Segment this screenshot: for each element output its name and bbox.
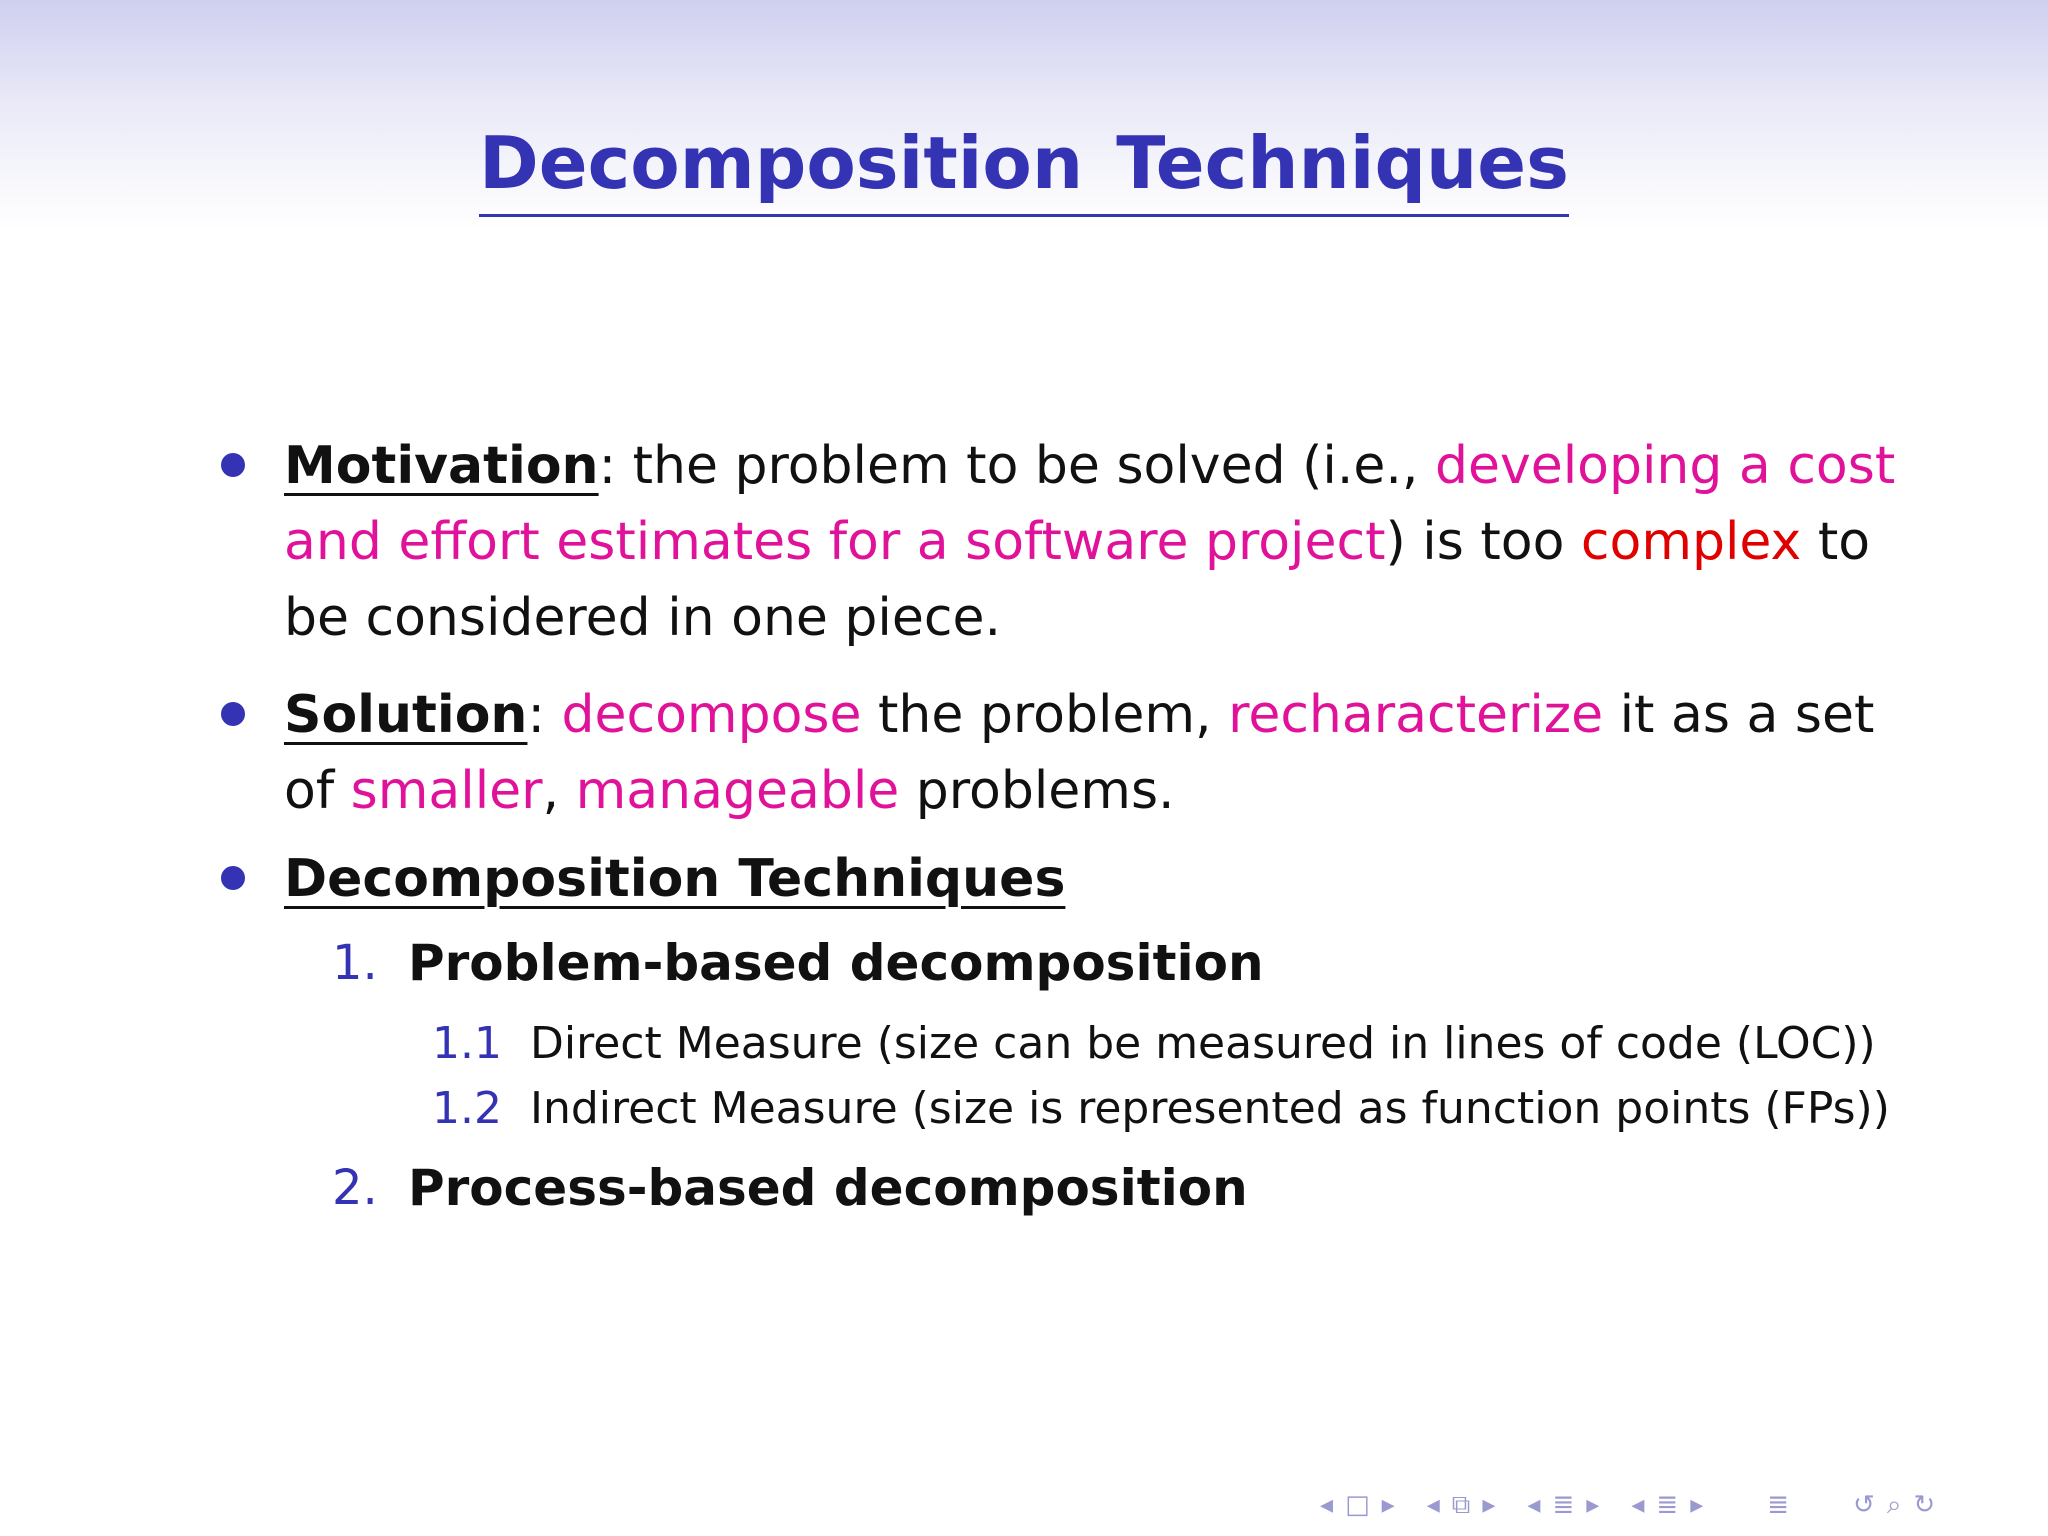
technique-number: 1.	[332, 935, 378, 991]
motivation-alert: complex	[1580, 512, 1802, 572]
solution-highlight-2: recharacterize	[1228, 685, 1604, 745]
technique-label: Process-based decomposition	[408, 1159, 1248, 1217]
section-icon[interactable]: ≣	[1552, 1490, 1575, 1520]
navigation-bar	[1320, 1490, 1935, 1520]
align-icon[interactable]: ≣	[1767, 1490, 1790, 1520]
motivation-text-1: : the problem to be solved (i.e.,	[598, 436, 1435, 496]
search-forward-icon[interactable]: ↻	[1913, 1490, 1936, 1520]
slide-title-text: Decomposition Techniques	[479, 118, 1569, 217]
solution-text-3: it as a set of	[284, 685, 1875, 821]
next-section-icon[interactable]: ▸	[1690, 1490, 1704, 1520]
prev-subsection-icon[interactable]: ◂	[1426, 1490, 1440, 1520]
search-icon[interactable]: ⌕	[1886, 1489, 1902, 1520]
motivation-text-2: ) is too	[1385, 512, 1581, 572]
solution-highlight-3: smaller	[350, 761, 543, 821]
solution-text-5: problems.	[899, 761, 1175, 821]
prev-frame-icon[interactable]: ◂	[1320, 1490, 1334, 1520]
solution-text-4: ,	[542, 761, 576, 821]
subsection-icon[interactable]: ⧉	[1451, 1489, 1471, 1520]
bullet-icon	[221, 702, 245, 726]
subitem-number: 1.2	[432, 1083, 502, 1134]
subitem-text: Indirect Measure (size is represented as function points (FPs))	[530, 1083, 1890, 1134]
section-icon[interactable]: ≣	[1656, 1490, 1679, 1520]
solution-text-1: :	[527, 685, 562, 745]
bullet-motivation	[284, 428, 1904, 656]
next-section-icon[interactable]: ▸	[1586, 1490, 1600, 1520]
prev-section-icon[interactable]: ◂	[1527, 1490, 1541, 1520]
bullet-icon	[221, 453, 245, 477]
solution-highlight-1: decompose	[561, 685, 862, 745]
prev-section-icon[interactable]: ◂	[1631, 1490, 1645, 1520]
frame-icon[interactable]: □	[1345, 1490, 1370, 1520]
motivation-text-3: to be considered in one piece.	[284, 512, 1871, 648]
solution-text-2: the problem,	[861, 685, 1229, 745]
search-back-icon[interactable]: ↺	[1853, 1490, 1875, 1520]
technique-number: 2.	[332, 1160, 378, 1216]
subitem-number: 1.1	[432, 1018, 502, 1069]
next-subsection-icon[interactable]: ▸	[1482, 1490, 1496, 1520]
next-frame-icon[interactable]: ▸	[1381, 1490, 1395, 1520]
slide-title	[0, 118, 2048, 217]
technique-label: Problem-based decomposition	[408, 934, 1264, 992]
techniques-label: Decomposition Techniques	[284, 849, 1066, 909]
bullet-solution	[284, 677, 1904, 829]
solution-highlight-4: manageable	[575, 761, 900, 821]
bullet-techniques	[284, 841, 1904, 917]
subitem-text: Direct Measure (size can be measured in lines of code (LOC))	[530, 1018, 1876, 1069]
motivation-highlight: developing a cost and effort estimates for a software project	[284, 436, 1896, 572]
bullet-icon	[221, 866, 245, 890]
solution-label: Solution	[284, 685, 528, 745]
motivation-label: Motivation	[284, 436, 599, 496]
